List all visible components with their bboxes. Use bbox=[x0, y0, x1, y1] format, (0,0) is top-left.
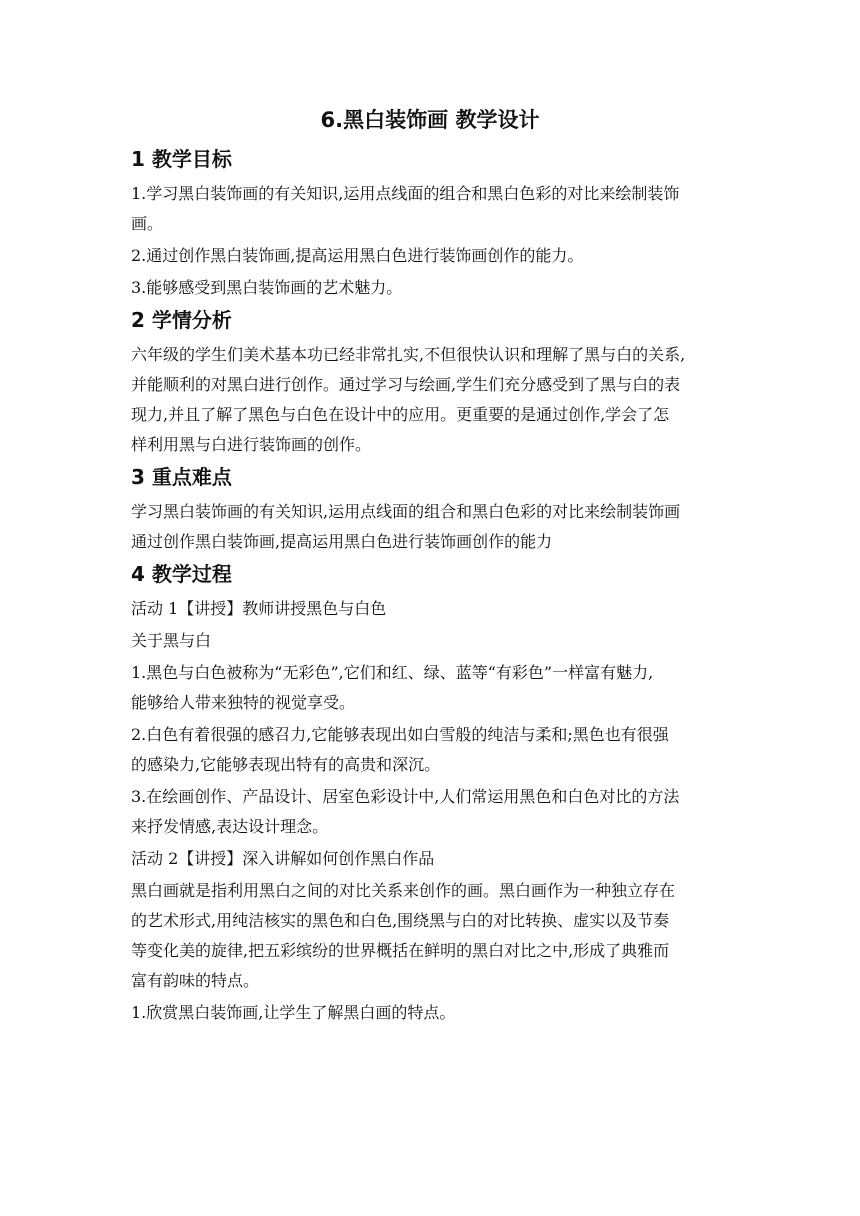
activity-1-title: 活动 1【讲授】教师讲授黑色与白色 bbox=[131, 599, 387, 618]
text-line: 来抒发情感,表达设计理念。 bbox=[131, 817, 329, 836]
text-line: 六年级的学生们美术基本功已经非常扎实,不但很快认识和理解了黑与白的关系, bbox=[131, 345, 686, 364]
activity-1-item-3 bbox=[131, 782, 741, 842]
activity-1-item-1 bbox=[131, 658, 741, 718]
text-line: 1.学习黑白装饰画的有关知识,运用点线面的组合和黑白色彩的对比来绘制装饰 bbox=[131, 184, 680, 203]
activity-2-item-1: 1.欣赏黑白装饰画,让学生了解黑白画的特点。 bbox=[131, 1003, 456, 1022]
document-body bbox=[131, 142, 741, 1030]
text-line: 通过创作黑白装饰画,提高运用黑白色进行装饰画创作的能力 bbox=[131, 532, 553, 551]
section-heading-process: 4 教学过程 bbox=[131, 562, 232, 586]
text-line: 并能顺利的对黑白进行创作。通过学习与绘画,学生们充分感受到了黑与白的表 bbox=[131, 375, 681, 394]
text-line: 学习黑白装饰画的有关知识,运用点线面的组合和黑白色彩的对比来绘制装饰画 bbox=[131, 502, 681, 521]
section-heading-goals: 1 教学目标 bbox=[131, 147, 232, 171]
text-line: 现力,并且了解了黑色与白色在设计中的应用。更重要的是通过创作,学会了怎 bbox=[131, 405, 670, 424]
text-line: 富有韵味的特点。 bbox=[131, 971, 260, 990]
section-heading-keypoints: 3 重点难点 bbox=[131, 465, 232, 489]
goal-item-1 bbox=[131, 179, 741, 239]
text-line: 2.白色有着很强的感召力,它能够表现出如白雪般的纯洁与柔和;黑色也有很强 bbox=[131, 725, 669, 744]
text-line: 能够给人带来独特的视觉享受。 bbox=[131, 693, 356, 712]
activity-1-subtitle: 关于黑与白 bbox=[131, 631, 212, 650]
section-heading-analysis: 2 学情分析 bbox=[131, 308, 232, 332]
text-line: 黑白画就是指利用黑白之间的对比关系来创作的画。黑白画作为一种独立存在 bbox=[131, 881, 676, 900]
text-line: 的感染力,它能够表现出特有的高贵和深沉。 bbox=[131, 755, 441, 774]
keypoints-paragraph bbox=[131, 497, 741, 557]
analysis-paragraph bbox=[131, 340, 741, 460]
text-line: 3.能够感受到黑白装饰画的艺术魅力。 bbox=[131, 278, 403, 297]
text-line: 等变化美的旋律,把五彩缤纷的世界概括在鲜明的黑白对比之中,形成了典雅而 bbox=[131, 941, 670, 960]
text-line: 样利用黑与白进行装饰画的创作。 bbox=[131, 435, 372, 454]
activity-2-paragraph bbox=[131, 876, 741, 996]
goal-item-2 bbox=[131, 241, 741, 271]
text-line: 画。 bbox=[131, 214, 164, 233]
activity-2-title: 活动 2【讲授】深入讲解如何创作黑白作品 bbox=[131, 849, 435, 868]
text-line: 3.在绘画创作、产品设计、居室色彩设计中,人们常运用黑色和白色对比的方法 bbox=[131, 787, 680, 806]
goal-item-3 bbox=[131, 273, 741, 303]
text-line: 1.黑色与白色被称为“无彩色”,它们和红、绿、蓝等“有彩色”一样富有魅力, bbox=[131, 663, 654, 682]
page-title: 6.黑白装饰画 教学设计 bbox=[320, 108, 540, 132]
text-line: 2.通过创作黑白装饰画,提高运用黑白色进行装饰画创作的能力。 bbox=[131, 246, 584, 265]
text-line: 的艺术形式,用纯洁核实的黑色和白色,围绕黑与白的对比转换、虚实以及节奏 bbox=[131, 911, 670, 930]
activity-1-item-2 bbox=[131, 720, 741, 780]
